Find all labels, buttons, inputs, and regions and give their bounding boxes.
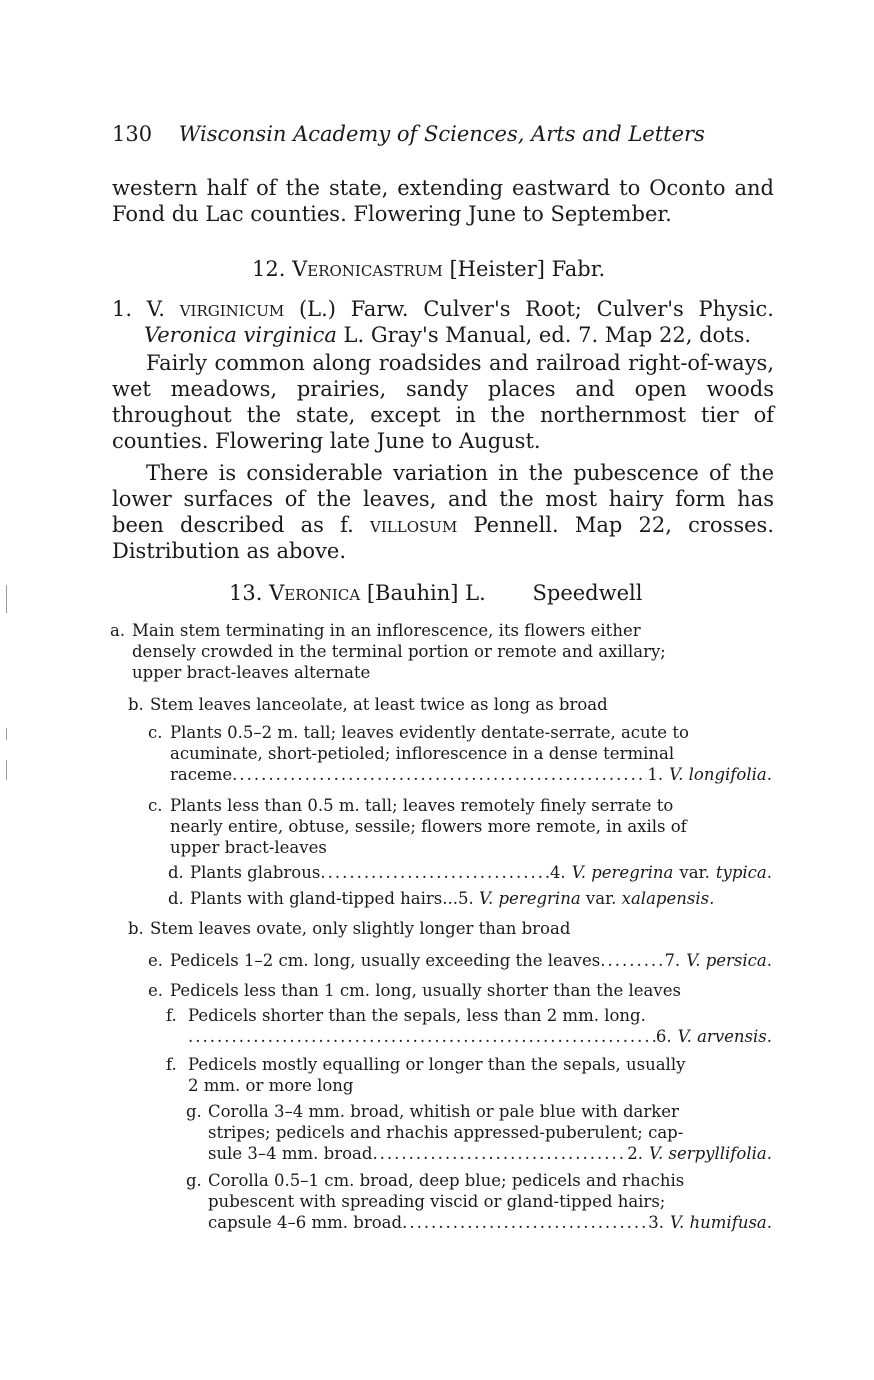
key-text: capsule 4–6 mm. broad (208, 1213, 403, 1232)
intro-line-1: western half of the state, extending eastward to Oconto and (112, 176, 774, 200)
key-couplet-e2 (148, 980, 681, 1001)
variety-name: typica. (715, 863, 772, 882)
common-name: Speedwell (532, 581, 643, 605)
key-lead-c: c. (148, 796, 163, 815)
result-species: V. serpyllifolia. (648, 1144, 772, 1163)
key-text: Plants 0.5–2 m. tall; leaves evidently dentate-serrate, acute to (170, 723, 689, 742)
species-epithet: virginicum (179, 297, 285, 321)
key-lead-f: f. (166, 1055, 177, 1074)
journal-title: Wisconsin Academy of Sciences, Arts and Letters (178, 122, 705, 146)
page-number: 130 (112, 122, 153, 146)
key-text: upper bract-leaves alternate (132, 663, 371, 682)
result-number: 1. (647, 765, 664, 784)
key-couplet-f2 (166, 1054, 685, 1096)
key-lead-d: d. (168, 863, 184, 882)
key-text: Plants less than 0.5 m. tall; leaves remotely finely serrate to (170, 796, 674, 815)
result-species: V. arvensis. (677, 1027, 772, 1046)
key-text: Corolla 0.5–1 cm. broad, deep blue; pedicels and rhachis (208, 1171, 685, 1190)
result-number: 4. (549, 863, 566, 882)
result-number: 6. (655, 1027, 672, 1046)
key-text: sule 3–4 mm. broad (208, 1144, 373, 1163)
leader-dots (600, 950, 664, 971)
species-number: 1. (112, 297, 133, 321)
synonym-rest: L. Gray's Manual, ed. 7. Map 22, dots. (343, 323, 752, 347)
key-result-line (166, 1026, 772, 1047)
key-couplet-c2 (148, 795, 687, 858)
result-species: V. humifusa. (670, 1213, 772, 1232)
result-species: V. longifolia. (669, 765, 772, 784)
species-authority: (L.) Farw. Culver's Root; Culver's Physic. (298, 297, 774, 321)
key-lead-g: g. (186, 1171, 202, 1190)
key-couplet-g1 (186, 1101, 772, 1164)
key-text: acuminate, short-petioled; inflorescence in a dense terminal (170, 744, 675, 763)
species-genus: V. (146, 297, 165, 321)
key-lead-a: a. (110, 621, 126, 640)
result-number: 7. (664, 951, 681, 970)
key-text: stripes; pedicels and rhachis appressed-puberulent; cap- (208, 1123, 684, 1142)
key-text: Stem leaves lanceolate, at least twice as long as broad (150, 695, 608, 714)
key-lead-b: b. (128, 695, 144, 714)
leader-dots (188, 1026, 656, 1047)
leader-dots (232, 764, 647, 785)
genus-name: Veronicastrum (292, 257, 443, 281)
genus-number: 12. (252, 257, 286, 281)
form-name: villosum (370, 513, 458, 537)
key-text: densely crowded in the terminal portion or remote and axillary; (132, 642, 666, 661)
key-couplet-b2 (128, 918, 570, 939)
key-text: Plants with gland-tipped hairs...5. (190, 889, 474, 908)
key-lead-b: b. (128, 919, 144, 938)
variation-paragraph (112, 460, 774, 564)
result-species: V. persica. (686, 951, 772, 970)
key-text: Pedicels less than 1 cm. long, usually shorter than the leaves (170, 981, 681, 1000)
key-result-line (186, 1143, 772, 1164)
leader-dots (402, 1212, 648, 1233)
habitat-paragraph: Fairly common along roadsides and railroad right-of-ways, wet meadows, prairies, sandy places and open woods throughout the state, except in the northernmost tier of counties. Flowering late June to August. (112, 351, 774, 453)
variety-name: xalapensis. (621, 889, 715, 908)
synonym-name: Veronica virginica (144, 323, 337, 347)
key-couplet-g2 (186, 1170, 772, 1233)
key-lead-d: d. (168, 889, 184, 908)
variety-label: var. (585, 889, 617, 908)
result-species: V. peregrina (571, 863, 674, 882)
genus-heading-12 (252, 257, 605, 281)
key-couplet-b1 (128, 694, 608, 715)
leader-dots (372, 1143, 627, 1164)
key-text: Corolla 3–4 mm. broad, whitish or pale blue with darker (208, 1102, 679, 1121)
key-text: pubescent with spreading viscid or gland-tipped hairs; (208, 1192, 666, 1211)
intro-line-2: Fond du Lac counties. Flowering June to September. (112, 202, 672, 226)
key-text: Stem leaves ovate, only slightly longer than broad (150, 919, 571, 938)
key-text: Pedicels 1–2 cm. long, usually exceeding the leaves (170, 951, 601, 970)
key-couplet-c1 (148, 722, 772, 785)
genus-number: 13. (229, 581, 263, 605)
key-text: nearly entire, obtuse, sessile; flowers more remote, in axils of (170, 817, 687, 836)
result-species: V. peregrina (478, 889, 581, 908)
key-text: Pedicels shorter than the sepals, less than 2 mm. long. (188, 1006, 646, 1025)
genus-heading-13 (229, 581, 642, 605)
running-head (112, 122, 705, 146)
genus-name: Veronica (269, 581, 361, 605)
key-result-line (186, 1212, 772, 1233)
key-couplet-e1 (148, 950, 772, 971)
key-couplet-a (110, 620, 666, 683)
result-number: 2. (627, 1144, 643, 1163)
variety-label: var. (679, 863, 710, 882)
key-result-line (148, 950, 772, 971)
leader-dots (320, 862, 550, 883)
key-text: raceme (170, 765, 233, 784)
key-lead-e: e. (148, 981, 164, 1000)
key-text: 2 mm. or more long (188, 1076, 354, 1095)
key-lead-f: f. (166, 1006, 177, 1025)
key-text: Plants glabrous (190, 863, 321, 882)
key-text: Main stem terminating in an inflorescence, its flowers either (132, 621, 641, 640)
species-entry-virginicum (112, 296, 774, 564)
genus-authority: [Heister] Fabr. (449, 257, 606, 281)
scan-edge-mark (6, 728, 7, 740)
key-lead-g: g. (186, 1102, 202, 1121)
key-result-line (168, 862, 772, 883)
synonym-line (112, 322, 774, 348)
key-couplet-f1 (166, 1005, 772, 1047)
key-couplet-d1 (168, 862, 772, 883)
key-text: upper bract-leaves (170, 838, 327, 857)
key-lead-e: e. (148, 951, 164, 970)
intro-paragraph (112, 175, 774, 227)
genus-authority: [Bauhin] L. (366, 581, 486, 605)
key-couplet-d2 (168, 888, 714, 909)
key-result-line (148, 764, 772, 785)
result-number: 3. (648, 1213, 665, 1232)
key-text: Pedicels mostly equalling or longer than the sepals, usually (188, 1055, 686, 1074)
scan-edge-mark (6, 760, 7, 780)
variation-text-b: Pennell. Map 22, crosses. Distribution as above. (112, 513, 774, 563)
scan-edge-mark (6, 585, 7, 613)
key-lead-c: c. (148, 723, 163, 742)
species-line (112, 296, 774, 322)
variation-text-a: There is considerable variation in the pubescence of the lower surfaces of the leaves, and the most hairy form has been described as f. (112, 461, 774, 537)
